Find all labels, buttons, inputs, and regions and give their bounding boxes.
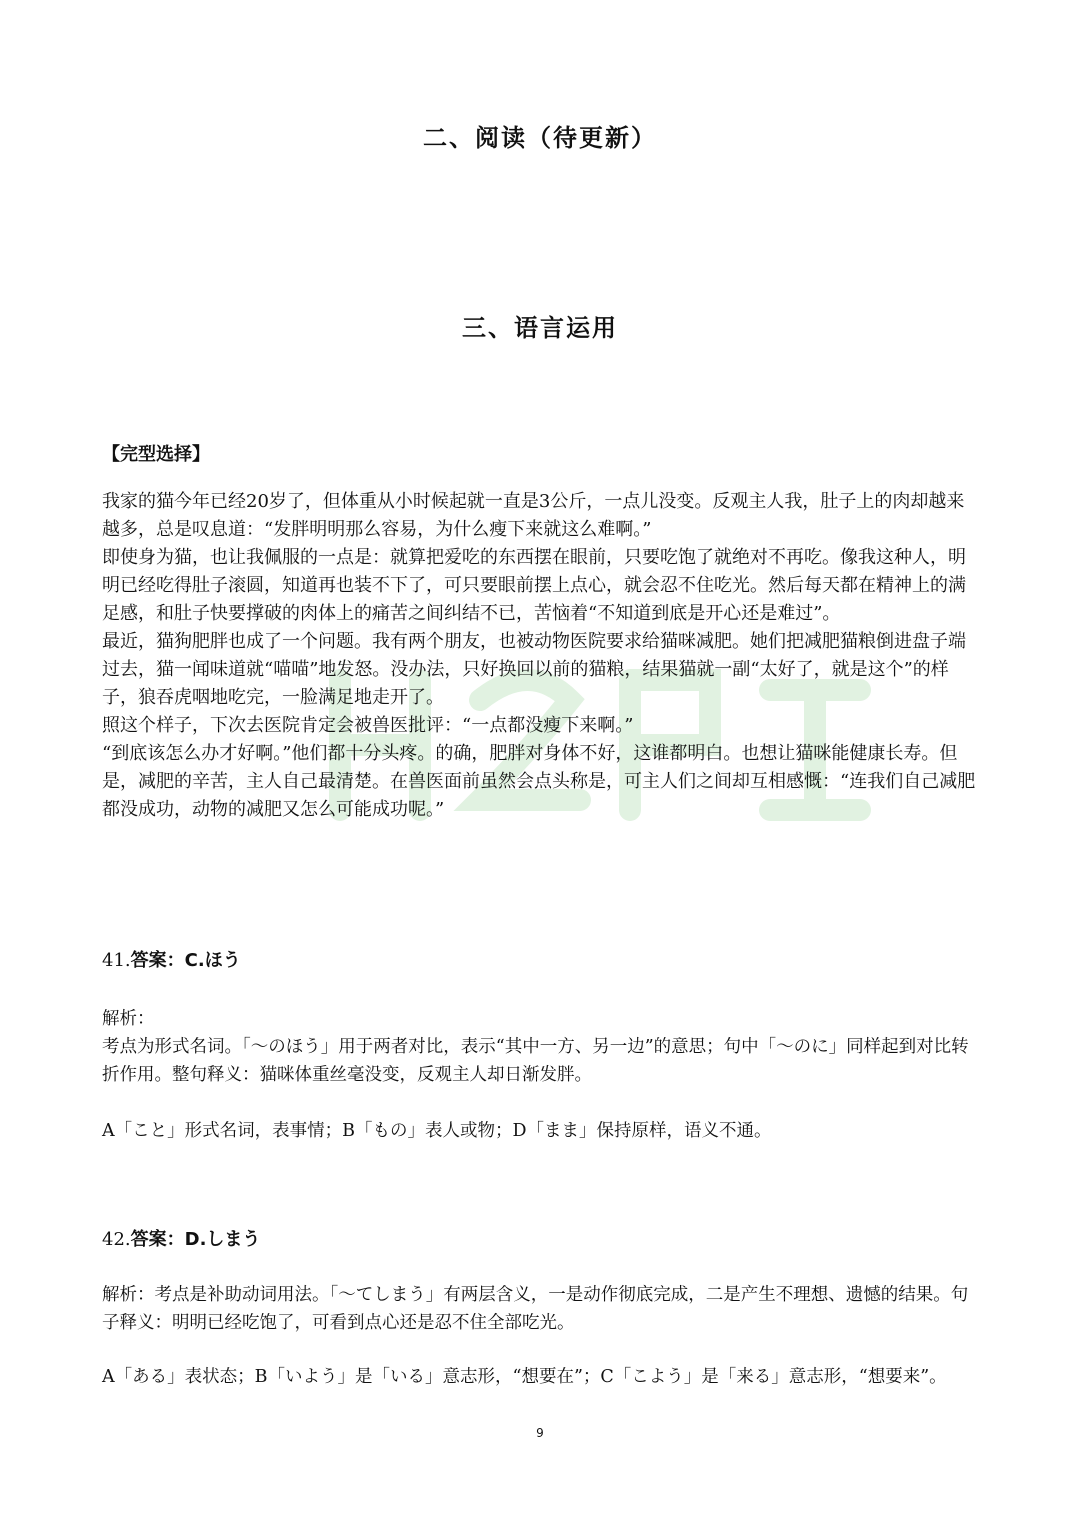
answer-41-options: A「こと」形式名词，表事情；B「もの」表人或物；D「まま」保持原样，语义不通。 bbox=[102, 1121, 772, 1141]
answer-42-analysis: 解析：考点是补助动词用法。「～てしまう」有两层含义，一是动作彻底完成，二是产生不理想、遗憾的结果。句子释义：明明已经吃饱了，可看到点心还是忍不住全部吃光。 bbox=[102, 1285, 969, 1333]
section-label-cloze: 【完型选择】 bbox=[102, 444, 210, 465]
page-number: 9 bbox=[536, 1426, 544, 1440]
analysis-text: 考点为形式名词。「～のほう」用于两者对比，表示“其中一方、另一边”的意思；句中「～のに」同样起到对比转折作用。整句释义：猫咪体重丝毫没变，反观主人却日渐发胖。 bbox=[102, 1037, 969, 1085]
heading-language-use: 三、语言运用 bbox=[462, 314, 618, 342]
cloze-passage bbox=[102, 488, 978, 824]
question-number: 41. bbox=[102, 950, 131, 971]
passage-paragraph: 我家的猫今年已经20岁了，但体重从小时候起就一直是3公斤，一点儿没变。反观主人我，肚子上的肉却越来越多，总是叹息道：“发胖明明那么容易，为什么瘦下来就这么难啊。” bbox=[102, 491, 965, 540]
answer-value: C.ほう bbox=[184, 950, 241, 971]
passage-paragraph: 照这个样子，下次去医院肯定会被兽医批评：“一点都没瘦下来啊。” bbox=[102, 715, 634, 736]
question-number: 42. bbox=[102, 1229, 131, 1250]
passage-paragraph: 最近，猫狗肥胖也成了一个问题。我有两个朋友，也被动物医院要求给猫咪减肥。她们把减肥猫粮倒进盘子端过去，猫一闻味道就“喵喵”地发怒。没办法，只好换回以前的猫粮，结果猫就一副“太好了，就是这个”的样子，狼吞虎咽地吃完，一脸满足地走开了。 bbox=[102, 631, 966, 708]
answer-41-analysis bbox=[102, 1005, 978, 1089]
passage-paragraph: “到底该怎么办才好啊。”他们都十分头疼。的确，肥胖对身体不好，这谁都明白。也想让猫咪能健康长寿。但是，减肥的辛苦，主人自己最清楚。在兽医面前虽然会点头称是，可主人们之间却互相感慨：“连我们自己减肥都没成功，动物的减肥又怎么可能成功呢。” bbox=[102, 743, 976, 820]
answer-value: D.しまう bbox=[184, 1229, 261, 1250]
answer-42-heading bbox=[102, 1225, 260, 1251]
passage-paragraph: 即使身为猫，也让我佩服的一点是：就算把爱吃的东西摆在眼前，只要吃饱了就绝对不再吃。像我这种人，明明已经吃得肚子滚圆，知道再也装不下了，可只要眼前摆上点心，就会忍不住吃光。然后每天都在精神上的满足感，和肚子快要撑破的肉体上的痛苦之间纠结不已，苦恼着“不知道到底是开心还是难过”。 bbox=[102, 547, 966, 624]
answer-41-heading bbox=[102, 946, 241, 972]
heading-reading: 二、阅读（待更新） bbox=[423, 124, 657, 152]
answer-label: 答案： bbox=[130, 950, 185, 971]
answer-label: 答案： bbox=[130, 1229, 185, 1250]
analysis-title: 解析： bbox=[102, 1009, 155, 1029]
answer-42-options: A「ある」表状态；B「いよう」是「いる」意志形，“想要在”；C「こよう」是「来る」意志形，“想要来”。 bbox=[102, 1367, 947, 1387]
